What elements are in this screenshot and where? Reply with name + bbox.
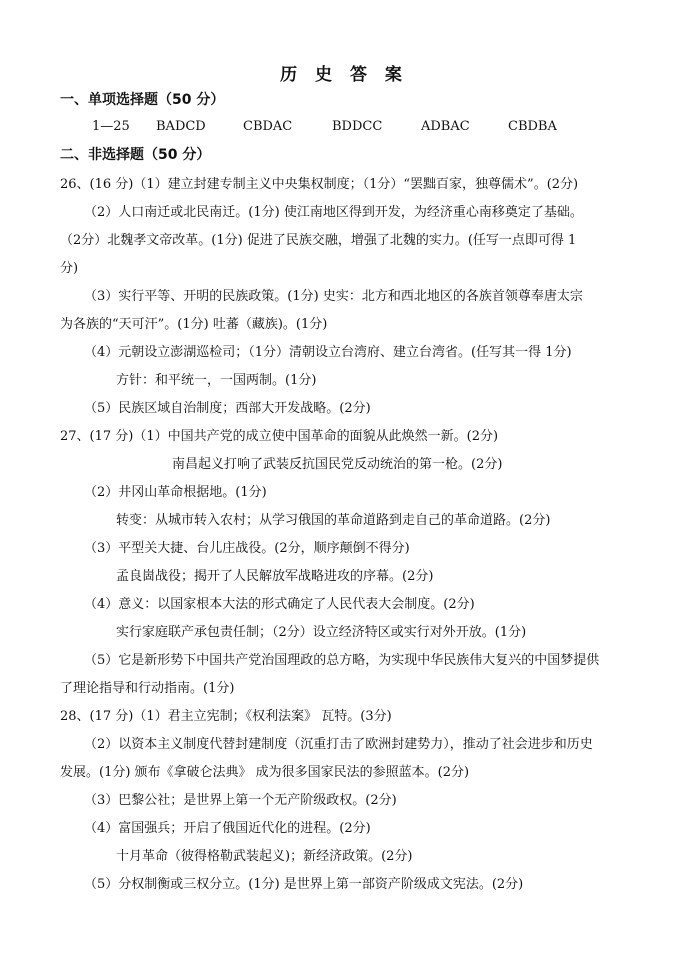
answer-line: 为各族的“天可汗”。(1分) 吐蕃（藏族)。(1分) <box>60 317 328 332</box>
answer-line: （5）民族区域自治制度；西部大开发战略。(2分) <box>84 401 371 416</box>
answer-line: （3）平型关大捷、台儿庄战役。(2分，顺序颠倒不得分) <box>84 541 410 556</box>
answer-line: （4）元朝设立澎湖巡检司；（1分）清朝设立台湾府、建立台湾省。(任写其一得 1分) <box>84 345 572 360</box>
mc-group-1: BADCD <box>156 119 206 134</box>
answer-line: （3）实行平等、开明的民族政策。(1分) 史实：北方和西北地区的各族首领尊奉唐太宗 <box>84 289 583 304</box>
answer-line: （2）人口南迁或北民南迁。(1分) 使江南地区得到开发，为经济重心南移奠定了基础。 <box>84 205 583 220</box>
mc-group-3: BDDCC <box>332 119 383 134</box>
answer-line: 27、(17 分)（1）中国共产党的成立使中国革命的面貌从此焕然一新。(2分) <box>60 429 499 444</box>
answer-line: （4）富国强兵；开启了俄国近代化的进程。(2分) <box>84 821 371 836</box>
answer-line: 南昌起义打响了武装反抗国民党反动统治的第一枪。(2分) <box>172 457 503 472</box>
answer-line: （3）巴黎公社；是世界上第一个无产阶级政权。(2分) <box>84 793 397 808</box>
answer-line: （2）井冈山革命根据地。(1分) <box>84 485 267 500</box>
answer-line: （4）意义：以国家根本大法的形式确定了人民代表大会制度。(2分) <box>84 597 475 612</box>
answer-line: （5）它是新形势下中国共产党治国理政的总方略，为实现中华民族伟大复兴的中国梦提供 <box>84 653 600 668</box>
answer-line: （2）以资本主义制度代替封建制度（沉重打击了欧洲封建势力），推动了社会进步和历史 <box>84 737 593 752</box>
answer-line: 方针：和平统一，一国两制。(1分) <box>116 373 317 388</box>
mc-group-5: CBDBA <box>508 119 557 134</box>
answer-line: 发展。(1分) 颁布《拿破仑法典》 成为很多国家民法的参照蓝本。(2分) <box>60 765 470 780</box>
answer-line: （5）分权制衡或三权分立。(1分) 是世界上第一部资产阶级成文宪法。(2分) <box>84 877 524 892</box>
section-heading-multiple-choice: 一、单项选择题（50 分） <box>60 92 225 108</box>
page-title: 历 史 答 案 <box>280 65 408 85</box>
answer-line: 26、(16 分)（1）建立封建专制主义中央集权制度；（1分）“罢黜百家，独尊儒术”。(2分) <box>60 177 579 192</box>
answer-line: （2分）北魏孝文帝改革。(1分) 促进了民族交融，增强了北魏的实力。(任写一点即可得 1 <box>60 233 577 248</box>
answer-line: 28、(17 分)（1）君主立宪制；《权利法案》 瓦特。(3分) <box>60 709 392 724</box>
mc-group-2: CBDAC <box>243 119 293 134</box>
answer-line: 了理论指导和行动指南。(1分) <box>60 681 235 696</box>
mc-group-4: ADBAC <box>421 119 470 134</box>
answer-line: 孟良崮战役；揭开了人民解放军战略进攻的序幕。(2分) <box>116 569 434 584</box>
answer-line: 分) <box>60 261 79 276</box>
answer-line: 转变：从城市转入农村；从学习俄国的革命道路到走自己的革命道路。(2分) <box>116 513 551 528</box>
section-heading-non-choice: 二、非选择题（50 分） <box>60 147 211 163</box>
answer-line: 十月革命（彼得格勒武装起义)；新经济政策。(2分) <box>116 849 413 864</box>
answer-line: 实行家庭联产承包责任制；（2分）设立经济特区或实行对外开放。(1分) <box>116 625 527 640</box>
mc-range: 1—25 <box>92 119 130 134</box>
